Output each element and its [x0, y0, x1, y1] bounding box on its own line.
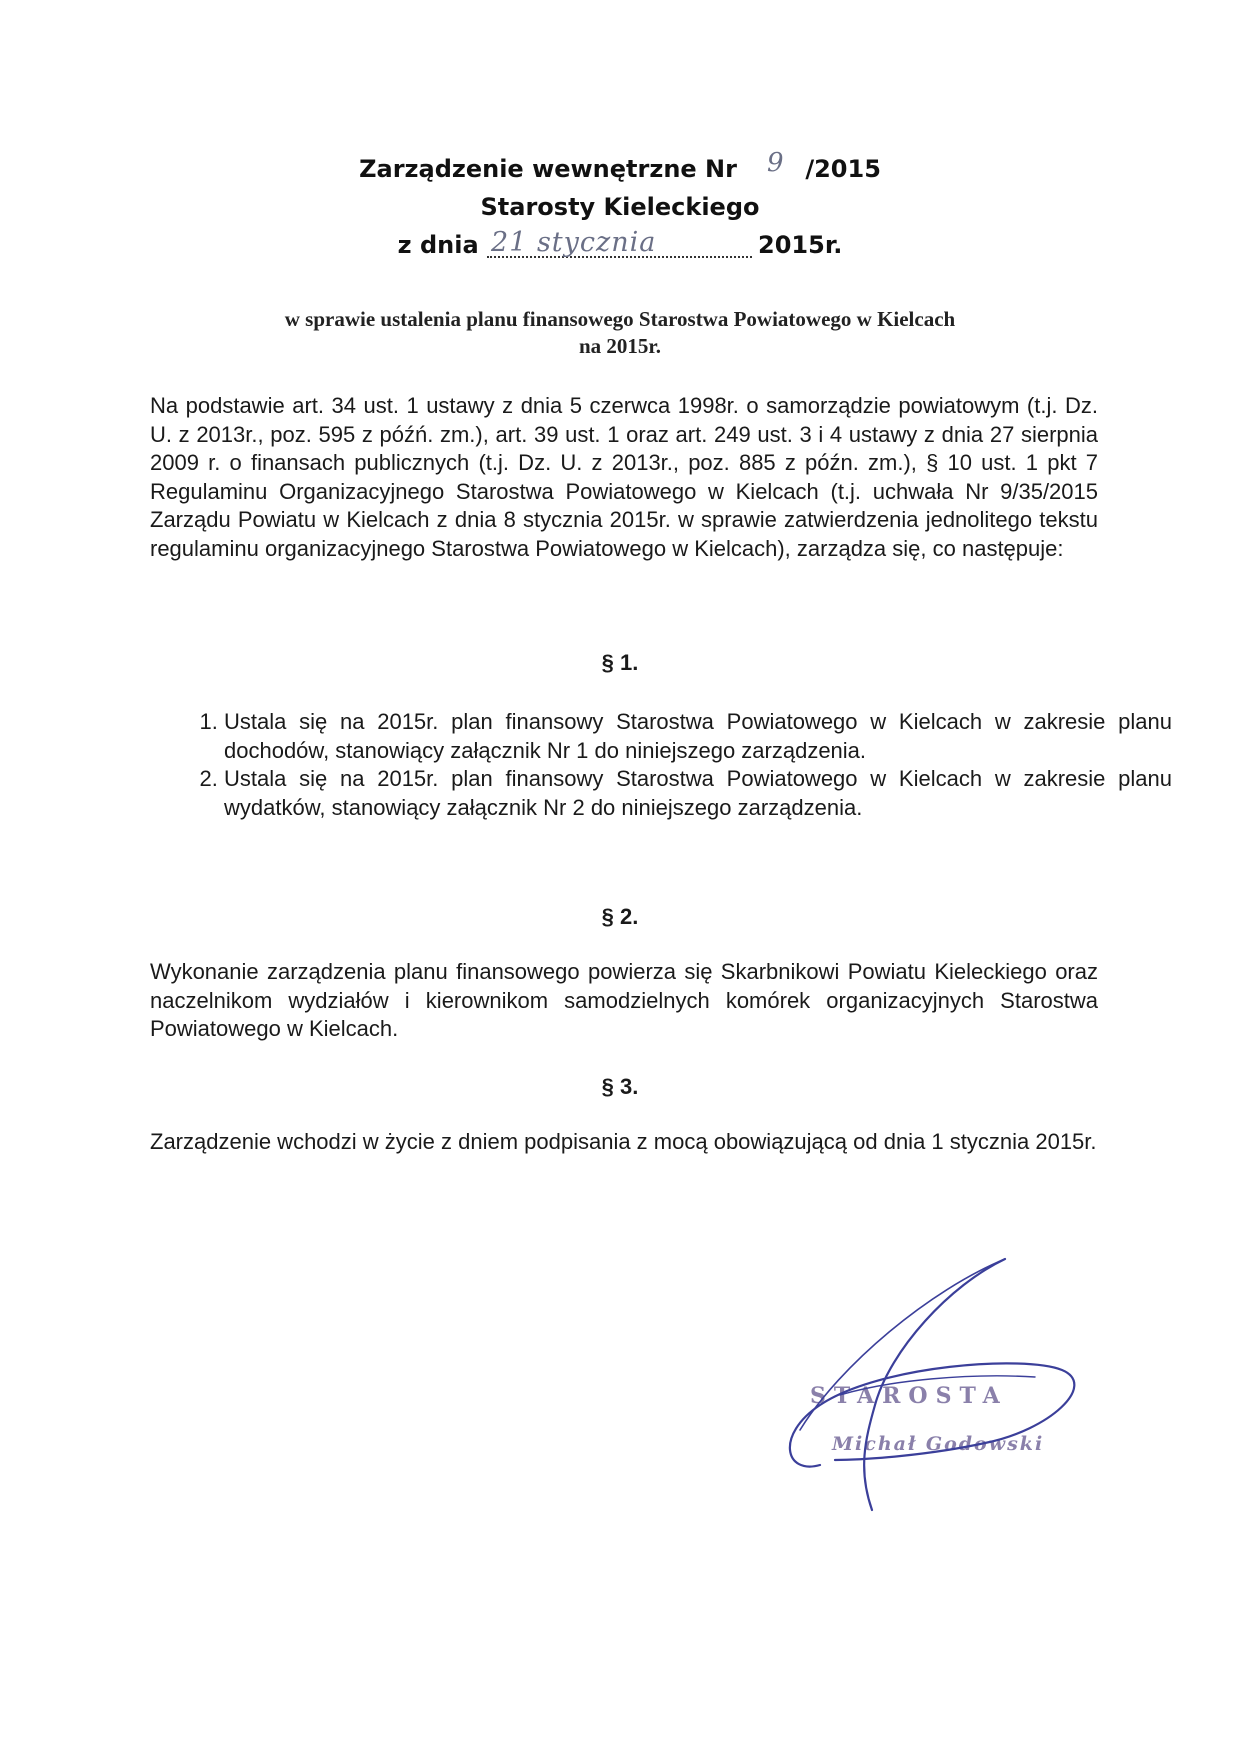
section-2-heading: § 2. — [601, 904, 639, 929]
handwritten-number: 9 — [767, 148, 784, 178]
document-header — [0, 150, 1240, 264]
list-item: 1. Ustala się na 2015r. plan finansowy Starostwa Powiatowego w Kielcach w zakresie planu dochodów, stanowiący załącznik Nr 1 do niniejszego zarządzenia. — [224, 708, 1172, 765]
section-1-list — [150, 708, 1172, 822]
date-fill-field — [487, 227, 752, 258]
stamp-title: STAROSTA — [810, 1383, 1008, 1409]
section-2-text: Wykonanie zarządzenia planu finansowego powierza się Skarbnikowi Powiatu Kieleckiego oraz naczelnikom wydziałów i kierownikom samodzielnych komórek organizacyjnych Starostwa Powiatowego w Kielcach. — [150, 959, 1098, 1042]
preamble-paragraph: Na podstawie art. 34 ust. 1 ustawy z dnia 5 czerwca 1998r. o samorządzie powiatowym (t.j. Dz. U. z 2013r., poz. 595 z późń. zm.), art. 39 ust. 1 oraz art. 249 ust. 3 i 4 ustawy z dnia 27 sierpnia 2009 r. o finansach publicznych (t.j. Dz. U. z 2013r., poz. 885 z późn. zm.), § 10 ust. 1 pkt 7 Regulaminu Organizacyjnego Starostwa Powiatowego w Kielcach (t.j. uchwała Nr 9/35/2015 Zarządu Powiatu w Kielcach z dnia 8 stycznia 2015r. w sprawie zatwierdzenia jednolitego tekstu regulaminu organizacyjnego Starostwa Powiatowego w Kielcach), zarządza się, co następuje: — [150, 393, 1098, 561]
subject-line-1: w sprawie ustalenia planu finansowego Starostwa Powiatowego w Kielcach — [284, 307, 956, 331]
handwritten-date: 21 stycznia — [491, 227, 657, 258]
document-subject — [170, 306, 1070, 360]
date-year: 2015r. — [758, 231, 843, 259]
stamp-name: Michał Godowski — [832, 1433, 1045, 1455]
list-item: 2. Ustala się na 2015r. plan finansowy Starostwa Powiatowego w Kielcach w zakresie planu wydatków, stanowiący załącznik Nr 2 do niniejszego zarządzenia. — [224, 765, 1172, 822]
section-3-heading: § 3. — [601, 1074, 639, 1099]
subject-line-2: na 2015r. — [578, 334, 662, 358]
date-prefix: z dnia — [397, 231, 479, 259]
header-year: /2015 — [805, 155, 881, 183]
section-1-heading: § 1. — [601, 650, 639, 675]
header-title-prefix: Zarządzenie wewnętrzne Nr — [359, 155, 737, 183]
section-3-text: Zarządzenie wchodzi w życie z dniem podpisania z mocą obowiązującą od dnia 1 stycznia 2015r. — [150, 1129, 1097, 1154]
official-stamp — [780, 1255, 1100, 1515]
header-line-3 — [0, 226, 1240, 264]
handwritten-signature — [780, 1255, 1100, 1515]
header-line-2: Starosty Kieleckiego — [480, 193, 760, 221]
header-line-1 — [0, 150, 1240, 188]
